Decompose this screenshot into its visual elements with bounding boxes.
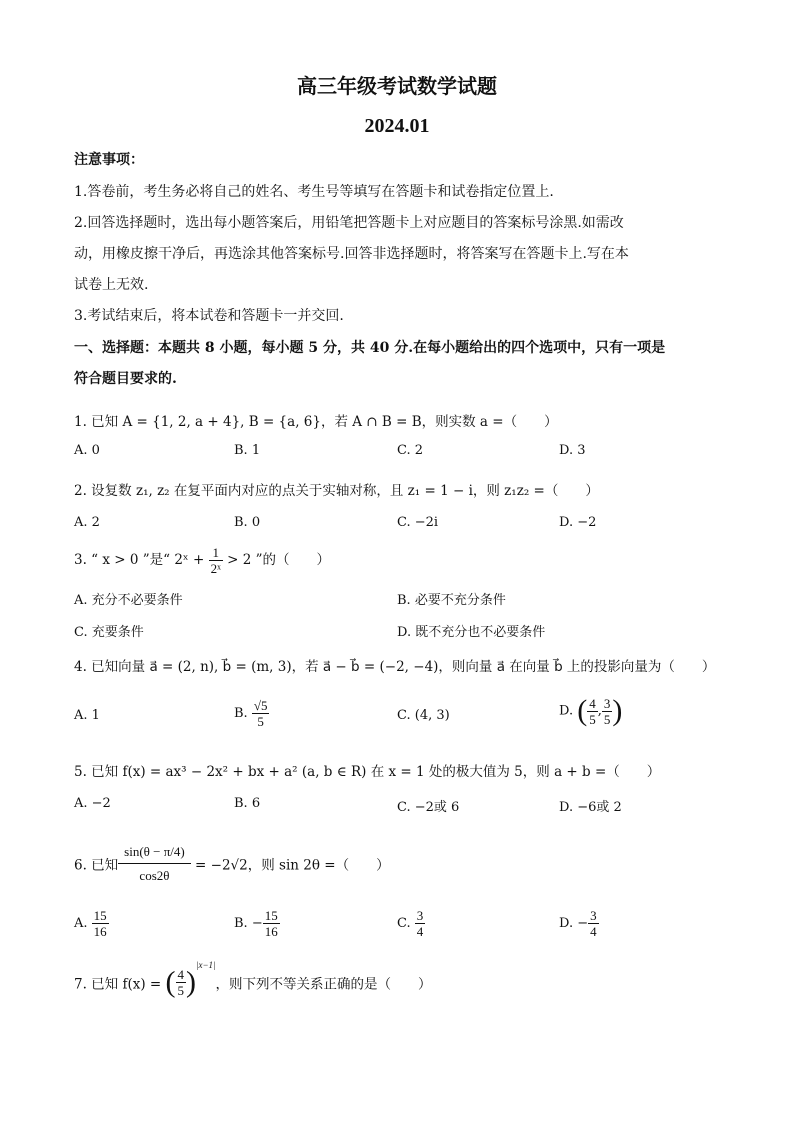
question-1-option-c: C. 2 — [397, 443, 424, 458]
notice-item-2-line-1: 2.回答选择题时，选出每小题答案后，用铅笔把答题卡上对应题目的答案标号涂黑.如需改 — [74, 215, 624, 231]
question-6-stem-end: = −2√2，则 sin 2θ =（ ） — [190, 857, 390, 874]
question-6-denominator: cos2θ — [139, 868, 170, 883]
question-6-option-d-sign: − — [577, 916, 589, 931]
question-5-option-b: B. 6 — [234, 796, 261, 811]
question-4-stem: 4. 已知向量 a⃗ = (2, n), b⃗ = (m, 3)，若 a⃗ − b⃗ = (−2, −4)，则向量 a⃗ 在向量 b⃗ 上的投影向量为（ ） — [74, 659, 716, 675]
question-6-option-b-numerator: 15 — [264, 908, 278, 923]
left-paren-icon: ( — [577, 694, 588, 727]
question-4-option-b-label: B. — [234, 706, 252, 721]
question-4-option-b-denominator: 5 — [257, 714, 264, 729]
question-6-option-d-numerator: 3 — [590, 908, 597, 923]
question-3-stem-end: > 2 ”的（ ） — [222, 552, 331, 568]
question-6-fraction — [118, 840, 191, 887]
question-3-fraction — [209, 545, 223, 576]
question-3-stem-start: 3. “ x > 0 ”是“ 2ˣ + — [74, 552, 209, 568]
question-7-base-denominator: 5 — [177, 983, 185, 998]
question-6-option-d-fraction — [588, 908, 599, 939]
question-7-stem — [74, 960, 432, 1000]
question-6-option-a-numerator: 15 — [93, 908, 107, 923]
section-heading-line-1: 一、选择题：本题共 8 小题，每小题 5 分，共 40 分.在每小题给出的四个选项中，只有一项是 — [74, 340, 666, 356]
question-6-option-b-fraction — [263, 908, 280, 939]
question-7-exponent: |x−1| — [196, 960, 216, 970]
question-6-option-a — [74, 908, 109, 939]
question-6-option-b — [234, 908, 280, 939]
exam-title: 高三年级考试数学试题 — [297, 74, 497, 98]
question-5-stem: 5. 已知 f(x) = ax³ − 2x² + bx + a² (a, b ∈ R) 在 x = 1 处的极大值为 5，则 a + b =（ ） — [74, 764, 661, 780]
question-3-frac-denominator: 2ˣ — [210, 561, 221, 576]
question-4-option-b-fraction — [252, 698, 270, 729]
question-7-base-numerator: 4 — [177, 967, 185, 982]
question-6-stem — [74, 840, 390, 887]
question-1-option-d: D. 3 — [559, 443, 586, 458]
right-paren-icon: ) — [612, 694, 623, 727]
question-3-option-b: B. 必要不充分条件 — [397, 593, 506, 608]
question-6-option-c-label: C. — [397, 916, 411, 931]
question-4-option-d-n2: 3 — [603, 695, 611, 711]
question-4-option-d-d1: 5 — [589, 711, 596, 727]
left-paren-icon: ( — [165, 965, 176, 999]
question-4-option-d-n1: 4 — [589, 695, 596, 711]
notice-item-2-line-3: 试卷上无效. — [74, 277, 149, 293]
question-6-option-c-denominator: 4 — [416, 924, 424, 939]
question-4-option-d-frac-2 — [602, 696, 613, 727]
question-4-option-d-d2: 5 — [603, 711, 611, 727]
notice-heading: 注意事项： — [74, 152, 144, 168]
question-6-option-d — [559, 908, 599, 939]
question-4-option-b — [234, 698, 269, 729]
question-6-option-d-denominator: 4 — [590, 924, 597, 939]
question-6-option-a-label: A. — [74, 916, 88, 931]
exam-date: 2024.01 — [364, 115, 430, 137]
question-5-option-d: D. −6或 2 — [559, 800, 622, 815]
question-1-option-a: A. 0 — [74, 443, 100, 458]
question-2-option-c: C. −2i — [397, 515, 439, 530]
question-4-option-d-frac-1 — [587, 696, 598, 727]
question-6-option-b-denominator: 16 — [264, 924, 278, 939]
notice-item-1: 1.答卷前，考生务必将自己的姓名、考生号等填写在答题卡和试卷指定位置上. — [74, 184, 554, 200]
question-3-option-c: C. 充要条件 — [74, 625, 144, 640]
question-7-base-fraction — [176, 967, 187, 998]
question-4-option-b-numerator: √5 — [253, 698, 268, 713]
question-2-stem: 2. 设复数 z₁, z₂ 在复平面内对应的点关于实轴对称，且 z₁ = 1 − i，则 z₁z₂ =（ ） — [74, 483, 599, 499]
question-5-option-c: C. −2或 6 — [397, 800, 460, 815]
question-6-option-c-fraction — [415, 908, 426, 939]
question-4-option-d: D. ( $\frac{4}{5}$ , $\frac{3}{5}$ ) — [559, 694, 623, 727]
question-4-option-d-label: D. — [559, 703, 578, 719]
question-2-option-b: B. 0 — [234, 515, 261, 530]
question-6-option-d-label: D. — [559, 916, 574, 931]
question-4-option-a: A. 1 — [74, 708, 100, 723]
question-2-option-a: A. 2 — [74, 515, 100, 530]
question-3-option-d: D. 既不充分也不必要条件 — [397, 625, 546, 640]
question-6-option-c-numerator: 3 — [416, 908, 424, 923]
question-3-option-a: A. 充分不必要条件 — [74, 593, 183, 608]
question-1-option-b: B. 1 — [234, 443, 261, 458]
notice-item-2-line-2: 动，用橡皮擦干净后，再选涂其他答案标号.回答非选择题时，将答案写在答题卡上.写在本 — [74, 246, 629, 262]
question-6-option-a-denominator: 16 — [93, 924, 107, 939]
section-heading-line-2: 符合题目要求的. — [74, 371, 177, 387]
question-6-option-a-fraction — [92, 908, 109, 939]
question-2-option-d: D. −2 — [559, 515, 597, 530]
question-3-frac-numerator: 1 — [209, 545, 223, 561]
right-paren-icon: ) — [186, 965, 197, 999]
question-7-stem-start: 7. 已知 f(x) = — [74, 976, 166, 993]
question-7-stem-end: ，则下列不等关系正确的是（ ） — [215, 976, 432, 993]
question-6-option-b-label: B. — [234, 916, 248, 931]
question-6-option-b-sign: − — [251, 916, 263, 931]
question-5-option-a: A. −2 — [74, 796, 111, 811]
question-3-stem — [74, 545, 330, 576]
question-4-option-c: C. (4, 3) — [397, 708, 450, 723]
question-6-stem-start: 6. 已知 — [74, 857, 119, 874]
question-6-numerator: sin(θ − π/4) — [118, 840, 191, 864]
question-1-stem: 1. 已知 A = {1, 2, a + 4}, B = {a, 6}，若 A ∩ B = B，则实数 a =（ ） — [74, 414, 558, 430]
question-6-option-c — [397, 908, 425, 939]
notice-item-3: 3.考试结束后，将本试卷和答题卡一并交回. — [74, 308, 344, 324]
